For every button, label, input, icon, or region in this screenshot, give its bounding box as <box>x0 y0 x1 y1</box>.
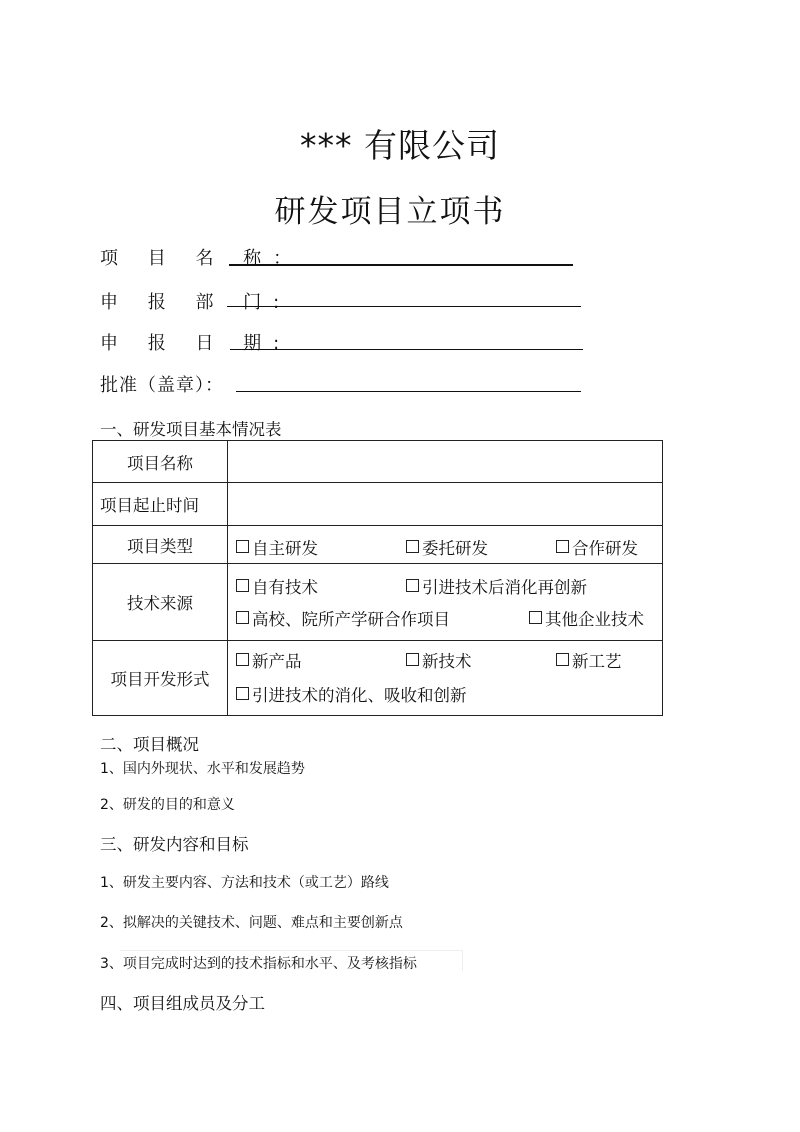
section2-item-2: 2、研发的目的和意义 <box>100 797 235 813</box>
source-option-imported[interactable]: 引进技术后消化再创新 <box>406 574 587 598</box>
type-options-cell <box>228 526 663 564</box>
checkbox-icon <box>406 653 419 666</box>
source-options-cell <box>228 564 663 641</box>
project-name-label: 项 目 名 称： <box>100 248 304 269</box>
project-name-cell-label: 项目名称 <box>93 441 228 483</box>
checkbox-icon <box>236 653 249 666</box>
start-end-cell-label: 项目起止时间 <box>93 483 228 526</box>
checkbox-icon <box>556 653 569 666</box>
approval-label: 批准（盖章）： <box>100 375 224 396</box>
checkbox-icon <box>529 611 542 624</box>
approval-line[interactable] <box>236 391 581 392</box>
source-option-university[interactable]: 高校、院所产学研合作项目 <box>236 606 450 630</box>
section3-heading: 三、研发内容和目标 <box>100 835 249 854</box>
form-option-new-process[interactable]: 新工艺 <box>556 648 622 672</box>
start-end-cell-input[interactable] <box>228 483 663 526</box>
section4-heading: 四、项目组成员及分工 <box>100 994 265 1013</box>
section2-item-1: 1、国内外现状、水平和发展趋势 <box>100 761 305 777</box>
checkbox-icon <box>556 540 569 553</box>
type-option-cooperation[interactable]: 合作研发 <box>556 535 638 559</box>
table-row <box>93 641 663 716</box>
table-row <box>93 564 663 641</box>
checkbox-icon <box>406 579 419 592</box>
company-title: *** 有限公司 <box>300 126 500 165</box>
checkbox-icon <box>236 579 249 592</box>
basic-info-table <box>92 440 663 716</box>
type-option-commission[interactable]: 委托研发 <box>406 535 488 559</box>
document-title: 研发项目立项书 <box>274 194 506 230</box>
section2-heading: 二、项目概况 <box>100 735 199 754</box>
source-option-own[interactable]: 自有技术 <box>236 574 318 598</box>
date-line[interactable] <box>230 349 583 350</box>
source-cell-label: 技术来源 <box>93 564 228 641</box>
section1-heading: 一、研发项目基本情况表 <box>100 420 282 439</box>
section3-item-2: 2、拟解决的关键技术、问题、难点和主要创新点 <box>100 915 403 931</box>
checkbox-icon <box>236 611 249 624</box>
table-row <box>93 483 663 526</box>
form-option-new-tech[interactable]: 新技术 <box>406 648 472 672</box>
section3-item-3: 3、项目完成时达到的技术指标和水平、及考核指标 <box>100 956 417 972</box>
project-name-line[interactable] <box>229 264 573 266</box>
form-options-cell <box>228 641 663 716</box>
checkbox-icon <box>236 540 249 553</box>
type-option-self[interactable]: 自主研发 <box>236 535 318 559</box>
form-option-import-digest[interactable]: 引进技术的消化、吸收和创新 <box>236 682 467 706</box>
section3-item-1: 1、研发主要内容、方法和技术（或工艺）路线 <box>100 875 389 891</box>
department-label: 申 报 部 门: <box>100 292 292 313</box>
form-option-new-product[interactable]: 新产品 <box>236 648 302 672</box>
type-cell-label: 项目类型 <box>93 526 228 564</box>
checkbox-icon <box>236 687 249 700</box>
table-row <box>93 441 663 483</box>
checkbox-icon <box>406 540 419 553</box>
source-option-other-company[interactable]: 其他企业技术 <box>529 606 644 630</box>
date-label: 申 报 日 期: <box>100 333 292 354</box>
table-row <box>93 526 663 564</box>
form-cell-label: 项目开发形式 <box>93 641 228 716</box>
department-line[interactable] <box>227 306 581 307</box>
project-name-cell-input[interactable] <box>228 441 663 483</box>
